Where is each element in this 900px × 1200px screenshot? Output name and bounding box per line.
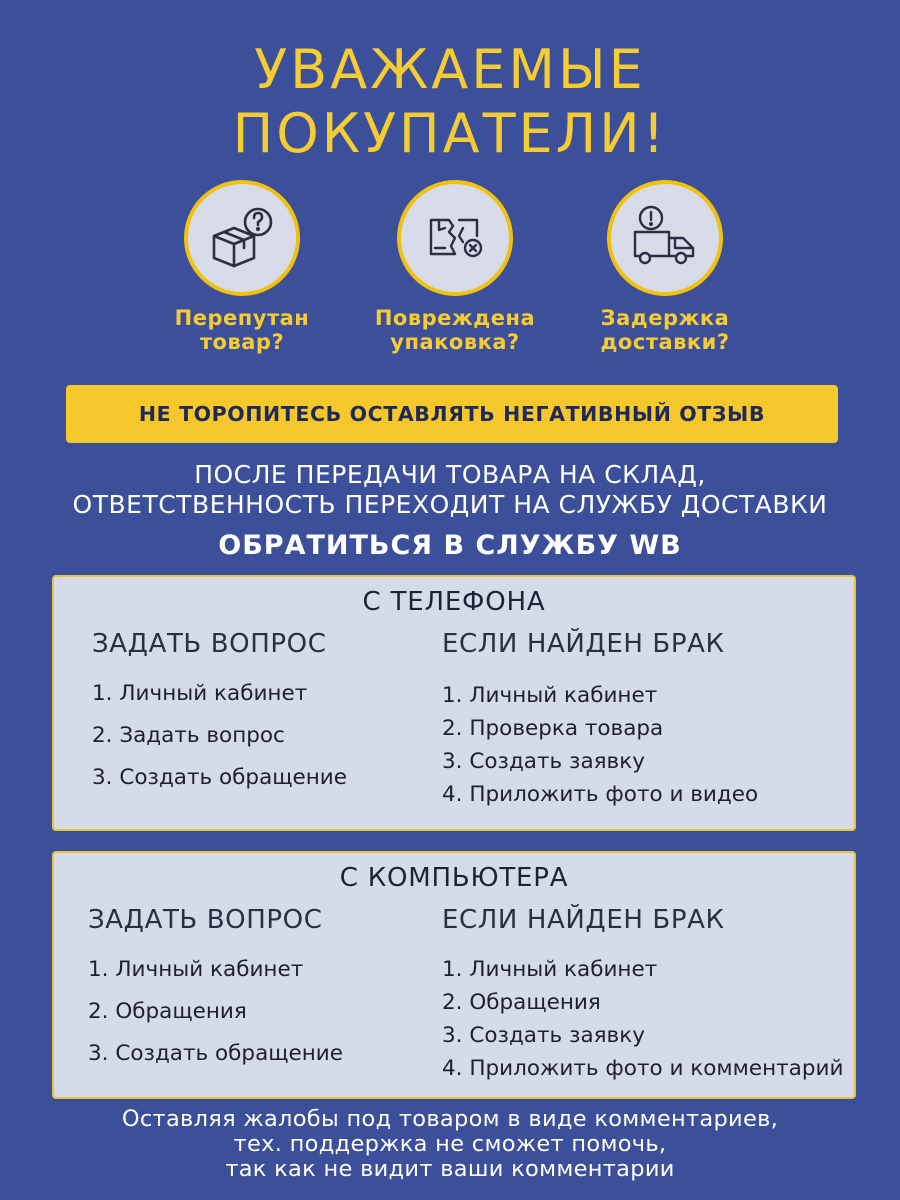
warning-banner: НЕ ТОРОПИТЕСЬ ОСТАВЛЯТЬ НЕГАТИВНЫЙ ОТЗЫВ xyxy=(66,385,838,443)
phone-instructions-card xyxy=(52,575,856,831)
list-item: 2. Задать вопрос xyxy=(92,723,285,748)
comments-warning-footer xyxy=(0,1107,900,1182)
list-item: 2. Проверка товара xyxy=(442,716,664,741)
damaged-package-icon xyxy=(397,180,513,296)
notice-line-2: ОТВЕТСТВЕННОСТЬ ПЕРЕХОДИТ НА СЛУЖБУ ДОСТАВКИ xyxy=(72,490,828,519)
list-item: 1. Личный кабинет xyxy=(92,681,308,706)
list-item: 1. Личный кабинет xyxy=(88,957,304,982)
title-line-1: УВАЖАЕМЫЕ xyxy=(254,38,646,101)
issue-label-line-2: упаковка? xyxy=(390,330,520,354)
footer-line-1: Оставляя жалобы под товаром в виде комментариев, xyxy=(121,1106,779,1132)
responsibility-notice xyxy=(0,460,900,520)
list-item: 4. Приложить фото и комментарий xyxy=(442,1056,844,1081)
notice-line-1: ПОСЛЕ ПЕРЕДАЧИ ТОВАРА НА СКЛАД, xyxy=(194,460,706,489)
delivery-truck-warning-icon xyxy=(607,180,723,296)
ask-question-steps xyxy=(92,681,347,807)
page-title xyxy=(0,38,900,166)
ask-question-steps xyxy=(88,957,343,1083)
card-title: С КОМПЬЮТЕРА xyxy=(339,863,569,893)
issue-damaged-package xyxy=(335,180,575,354)
list-item: 1. Личный кабинет xyxy=(442,957,658,982)
defect-steps xyxy=(442,683,758,815)
defect-heading: ЕСЛИ НАЙДЕН БРАК xyxy=(442,905,725,935)
issue-label-line-1: Задержка xyxy=(600,306,730,330)
issue-label-line-1: Повреждена xyxy=(374,306,536,330)
defect-heading: ЕСЛИ НАЙДЕН БРАК xyxy=(442,629,725,659)
list-item: 4. Приложить фото и видео xyxy=(442,782,759,807)
issue-label-line-1: Перепутан xyxy=(174,306,310,330)
ask-question-heading: ЗАДАТЬ ВОПРОС xyxy=(92,629,327,659)
list-item: 3. Создать заявку xyxy=(442,749,645,774)
footer-line-3: так как не видит ваши комментарии xyxy=(225,1156,675,1182)
card-title: С ТЕЛЕФОНА xyxy=(362,587,546,617)
title-line-2: ПОКУПАТЕЛИ! xyxy=(232,102,668,165)
issue-delivery-delay xyxy=(545,180,785,354)
defect-steps xyxy=(442,957,843,1089)
contact-heading: ОБРАТИТЬСЯ В СЛУЖБУ WB xyxy=(218,530,682,561)
list-item: 2. Обращения xyxy=(442,990,601,1015)
issue-label-line-2: товар? xyxy=(199,330,285,354)
ask-question-heading: ЗАДАТЬ ВОПРОС xyxy=(88,905,323,935)
list-item: 3. Создать обращение xyxy=(92,765,347,790)
list-item: 3. Создать заявку xyxy=(442,1023,645,1048)
footer-line-2: тех. поддержка не сможет помочь, xyxy=(233,1131,667,1157)
issue-wrong-item xyxy=(122,180,362,354)
list-item: 1. Личный кабинет xyxy=(442,683,658,708)
computer-instructions-card xyxy=(52,851,856,1099)
list-item: 2. Обращения xyxy=(88,999,247,1024)
box-question-icon xyxy=(184,180,300,296)
list-item: 3. Создать обращение xyxy=(88,1041,343,1066)
issue-label-line-2: доставки? xyxy=(600,330,730,354)
issue-icons-row xyxy=(0,180,900,370)
